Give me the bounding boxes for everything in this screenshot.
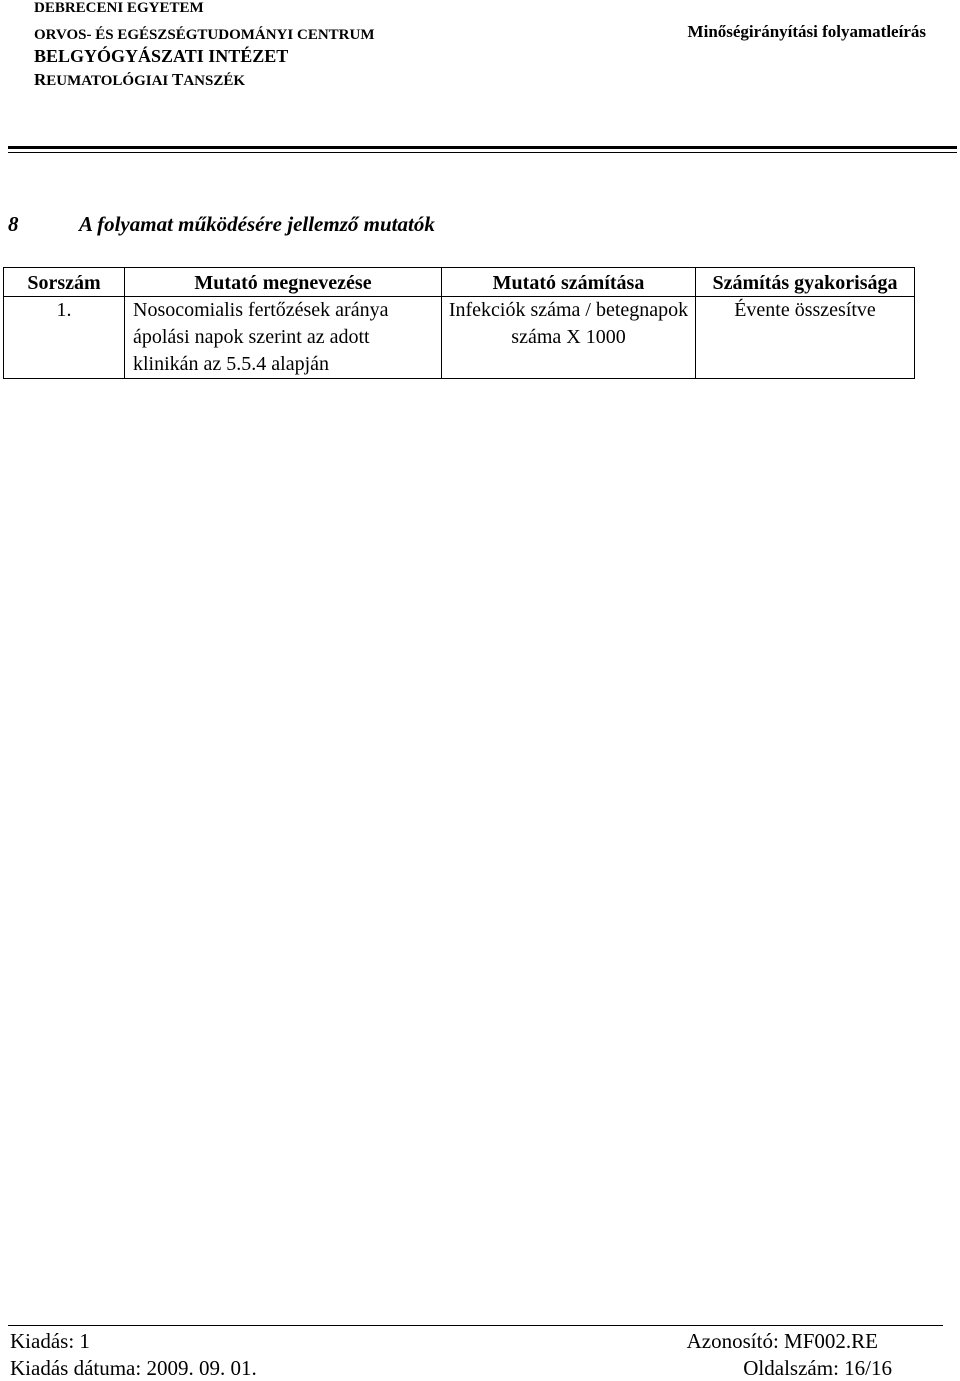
cell-calculation: Infekciók száma / betegnapok száma X 1000 — [442, 297, 696, 379]
center-prefix: O — [34, 27, 46, 43]
center-rest: RVOS- ÉS EGÉSZSÉGTUDOMÁNYI CENTRUM — [45, 27, 375, 43]
header-institution-block — [34, 0, 374, 90]
header-divider-thin — [8, 152, 957, 153]
document-type: Minőségirányítási folyamatleírás — [687, 22, 926, 41]
cell-frequency: Évente összesítve — [696, 297, 915, 379]
column-header-frequency: Számítás gyakorisága — [696, 268, 915, 297]
department-word1: EUMATOLÓGIAI — [46, 73, 172, 89]
column-header-calculation: Mutató számítása — [442, 268, 696, 297]
section-heading — [8, 212, 435, 237]
footer-issue-date: Kiadás dátuma: 2009. 09. 01. — [10, 1356, 257, 1380]
footer-divider — [8, 1325, 943, 1326]
section-title: A folyamat működésére jellemző mutatók — [79, 212, 435, 236]
footer-identifier: Azonosító: MF002.RE — [686, 1329, 878, 1353]
department-initial-r: R — [34, 70, 47, 89]
column-header-number: Sorszám — [4, 268, 125, 297]
header-divider-thick — [8, 146, 957, 149]
center-name — [34, 27, 374, 43]
department-initial-t: T — [172, 70, 184, 89]
column-header-name: Mutató megnevezése — [125, 268, 442, 297]
cell-number: 1. — [4, 297, 125, 379]
footer-issue: Kiadás: 1 — [10, 1329, 90, 1353]
cell-indicator-name: Nosocomialis fertőzések aránya ápolási napok szerint az adott klinikán az 5.5.4 alapján — [125, 297, 442, 379]
table-header-row — [4, 268, 915, 297]
table-row — [4, 297, 915, 379]
department-word2: ANSZÉK — [183, 73, 246, 89]
section-number: 8 — [8, 212, 19, 236]
indicator-table — [3, 267, 915, 379]
department-name — [34, 71, 374, 90]
institute-name: BELGYÓGYÁSZATI INTÉZET — [34, 46, 289, 66]
footer-page-number: Oldalszám: 16/16 — [743, 1356, 892, 1380]
university-name: DEBRECENI EGYETEM — [34, 0, 204, 16]
